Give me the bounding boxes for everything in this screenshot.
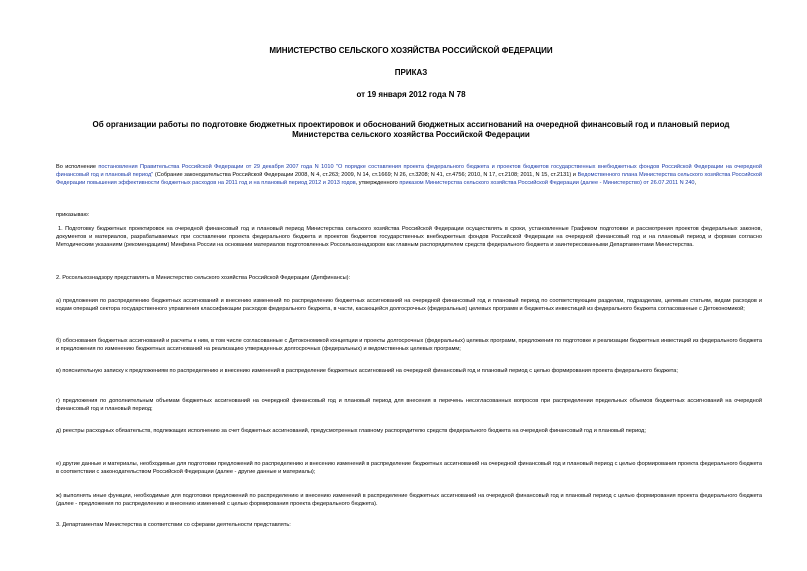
item-2-g: г) предложения по дополнительным объемам бюджетных ассигнований на очередной финансовый год и плановый период для внесения в перечень несогласованных вопросов при распределении предельных объемов бюджетных ассигнований на очередной финансовый год и плановый период; bbox=[56, 398, 762, 413]
document-title bbox=[56, 120, 766, 140]
preamble-text-b: (Собрание законодательства Российской Федерации 2008, N 4, ст.263; 2009, N 14, ст.1669; N 26, ст.3208; N 41, ст.4756; 2010, N 17, ст.2108; 2011, N 15, ст.2131) и bbox=[154, 172, 576, 179]
item-2-a: а) предложения по распределению бюджетных ассигнований и внесению изменений по распределению бюджетных ассигнований на очередной финансовый год и плановый период по соответствующим разделам, подразделам, целевым статьям, видам расходов и кодам операций сектора государственного управления классификации расходов федерального бюджета, в части, касающейся долгосрочных (федеральных) целевых программ и бюджетных инвестиций из федерального бюджета согласованные с Детокономикой; bbox=[56, 298, 762, 313]
item-2-v: в) пояснительную записку к предложениям по распределению и внесению изменений в распределение бюджетных ассигнований на очередной финансовый год и плановый период с целью формирования проекта федерального бюджета; bbox=[56, 368, 678, 374]
item-2-b: б) обоснования бюджетных ассигнований и расчеты к ним, в том числе согласованные с Детокономикой концепции и проекты долгосрочных (федеральных) целевых программ, предложения по подготовке и реализации бюджетных инвестиций из федерального бюджета и предложения по изменению бюджетных ассигнований на реализацию утвержденных долгосрочных (федеральных) и ведомственных целевых программ; bbox=[56, 338, 762, 353]
departmental-plan-link[interactable]: Ведомственного плана Министерства сельского хозяйства Российской Федерации повышения эффективности бюджетных расходов на 2011 год и на плановый период 2012 и 2013 годов bbox=[56, 172, 762, 187]
title-line-1: Об организации работы по подготовке бюджетных проектировок и обоснований бюджетных ассигнований на очередной финансовый год и плановый период bbox=[92, 120, 730, 129]
title-line-2: Министерства сельского хозяйства Российской Федерации bbox=[292, 130, 530, 139]
preamble-text-a: Во исполнение bbox=[56, 164, 96, 170]
preamble-paragraph bbox=[56, 163, 762, 187]
ministry-heading: МИНИСТЕРСТВО СЕЛЬСКОГО ХОЗЯЙСТВА РОССИЙСКОЙ ФЕДЕРАЦИИ bbox=[269, 46, 553, 55]
preamble-text-c: , утвержденного bbox=[355, 180, 398, 187]
item-1: 1. Подготовку бюджетных проектировок на очередной финансовый год и плановый период Министерства сельского хозяйства Российской Федерации осуществлять в сроки, установленные Графиком подготовки и рассмотрения проектов федеральных законов, документов и материалов, разрабатываемых при составлении проекта федерального бюджета и проектов бюджетов государственных внебюджетных фондов Российской Федерации на очередной финансовый год и на плановый период и формам согласно Методическим указаниям (рекомендациям) Минфина России на основании материалов подготовленных Россельхознадзором как главным распорядителем средств федерального бюджета и заинтересованными Департаментами Министерства. bbox=[56, 226, 762, 249]
document-page bbox=[56, 0, 766, 571]
item-2: 2. Россельхознадзору представлять в Министерство сельского хозяйства Российской Федерации (Депфинансы): bbox=[56, 275, 351, 281]
doc-type-heading: ПРИКАЗ bbox=[394, 68, 428, 77]
item-3: 3. Департаментам Министерства в соответствии со сферами деятельности представлять: bbox=[56, 522, 291, 528]
item-2-d: д) реестры расходных обязательств, подлежащих исполнению за счет бюджетных ассигнований, предусмотренных главному распорядителю средств федерального бюджета на очередной финансовый год и плановый период; bbox=[56, 428, 646, 434]
government-decree-link[interactable]: постановления Правительства Российской Федерации от 29 декабря 2007 года N 1010 "О порядке составления проекта федерального бюджета и проектов бюджетов государственных внебюджетных фондов Российской Федерации на очередной финансовый год и плановый период" bbox=[56, 164, 762, 179]
order-word: приказываю: bbox=[56, 212, 90, 218]
date-number-heading: от 19 января 2012 года N 78 bbox=[356, 90, 466, 99]
item-2-zh: ж) выполнять иные функции, необходимые для подготовки предложений по распределению и внесению изменений в распределение бюджетных ассигнований на очередной финансовый год и плановый период с целью формирования проекта федерального бюджета (далее - предложения по распределению и внесению изменений с целью формирования проекта федерального бюджета). bbox=[56, 493, 762, 508]
preamble-text-d: , bbox=[694, 180, 697, 187]
item-2-e: е) другие данные и материалы, необходимые для подготовки предложений по распределению и внесению изменений в распределение бюджетных ассигнований на очередной финансовый год и плановый период с целью формирования проекта федерального бюджета в соответствии с законодательством Российской Федерации (далее - другие данные и материалы); bbox=[56, 461, 762, 476]
ministry-order-link[interactable]: приказом Министерства сельского хозяйства Российской Федерации (далее - Министерство) от 26.07.2011 N 240 bbox=[399, 180, 695, 187]
